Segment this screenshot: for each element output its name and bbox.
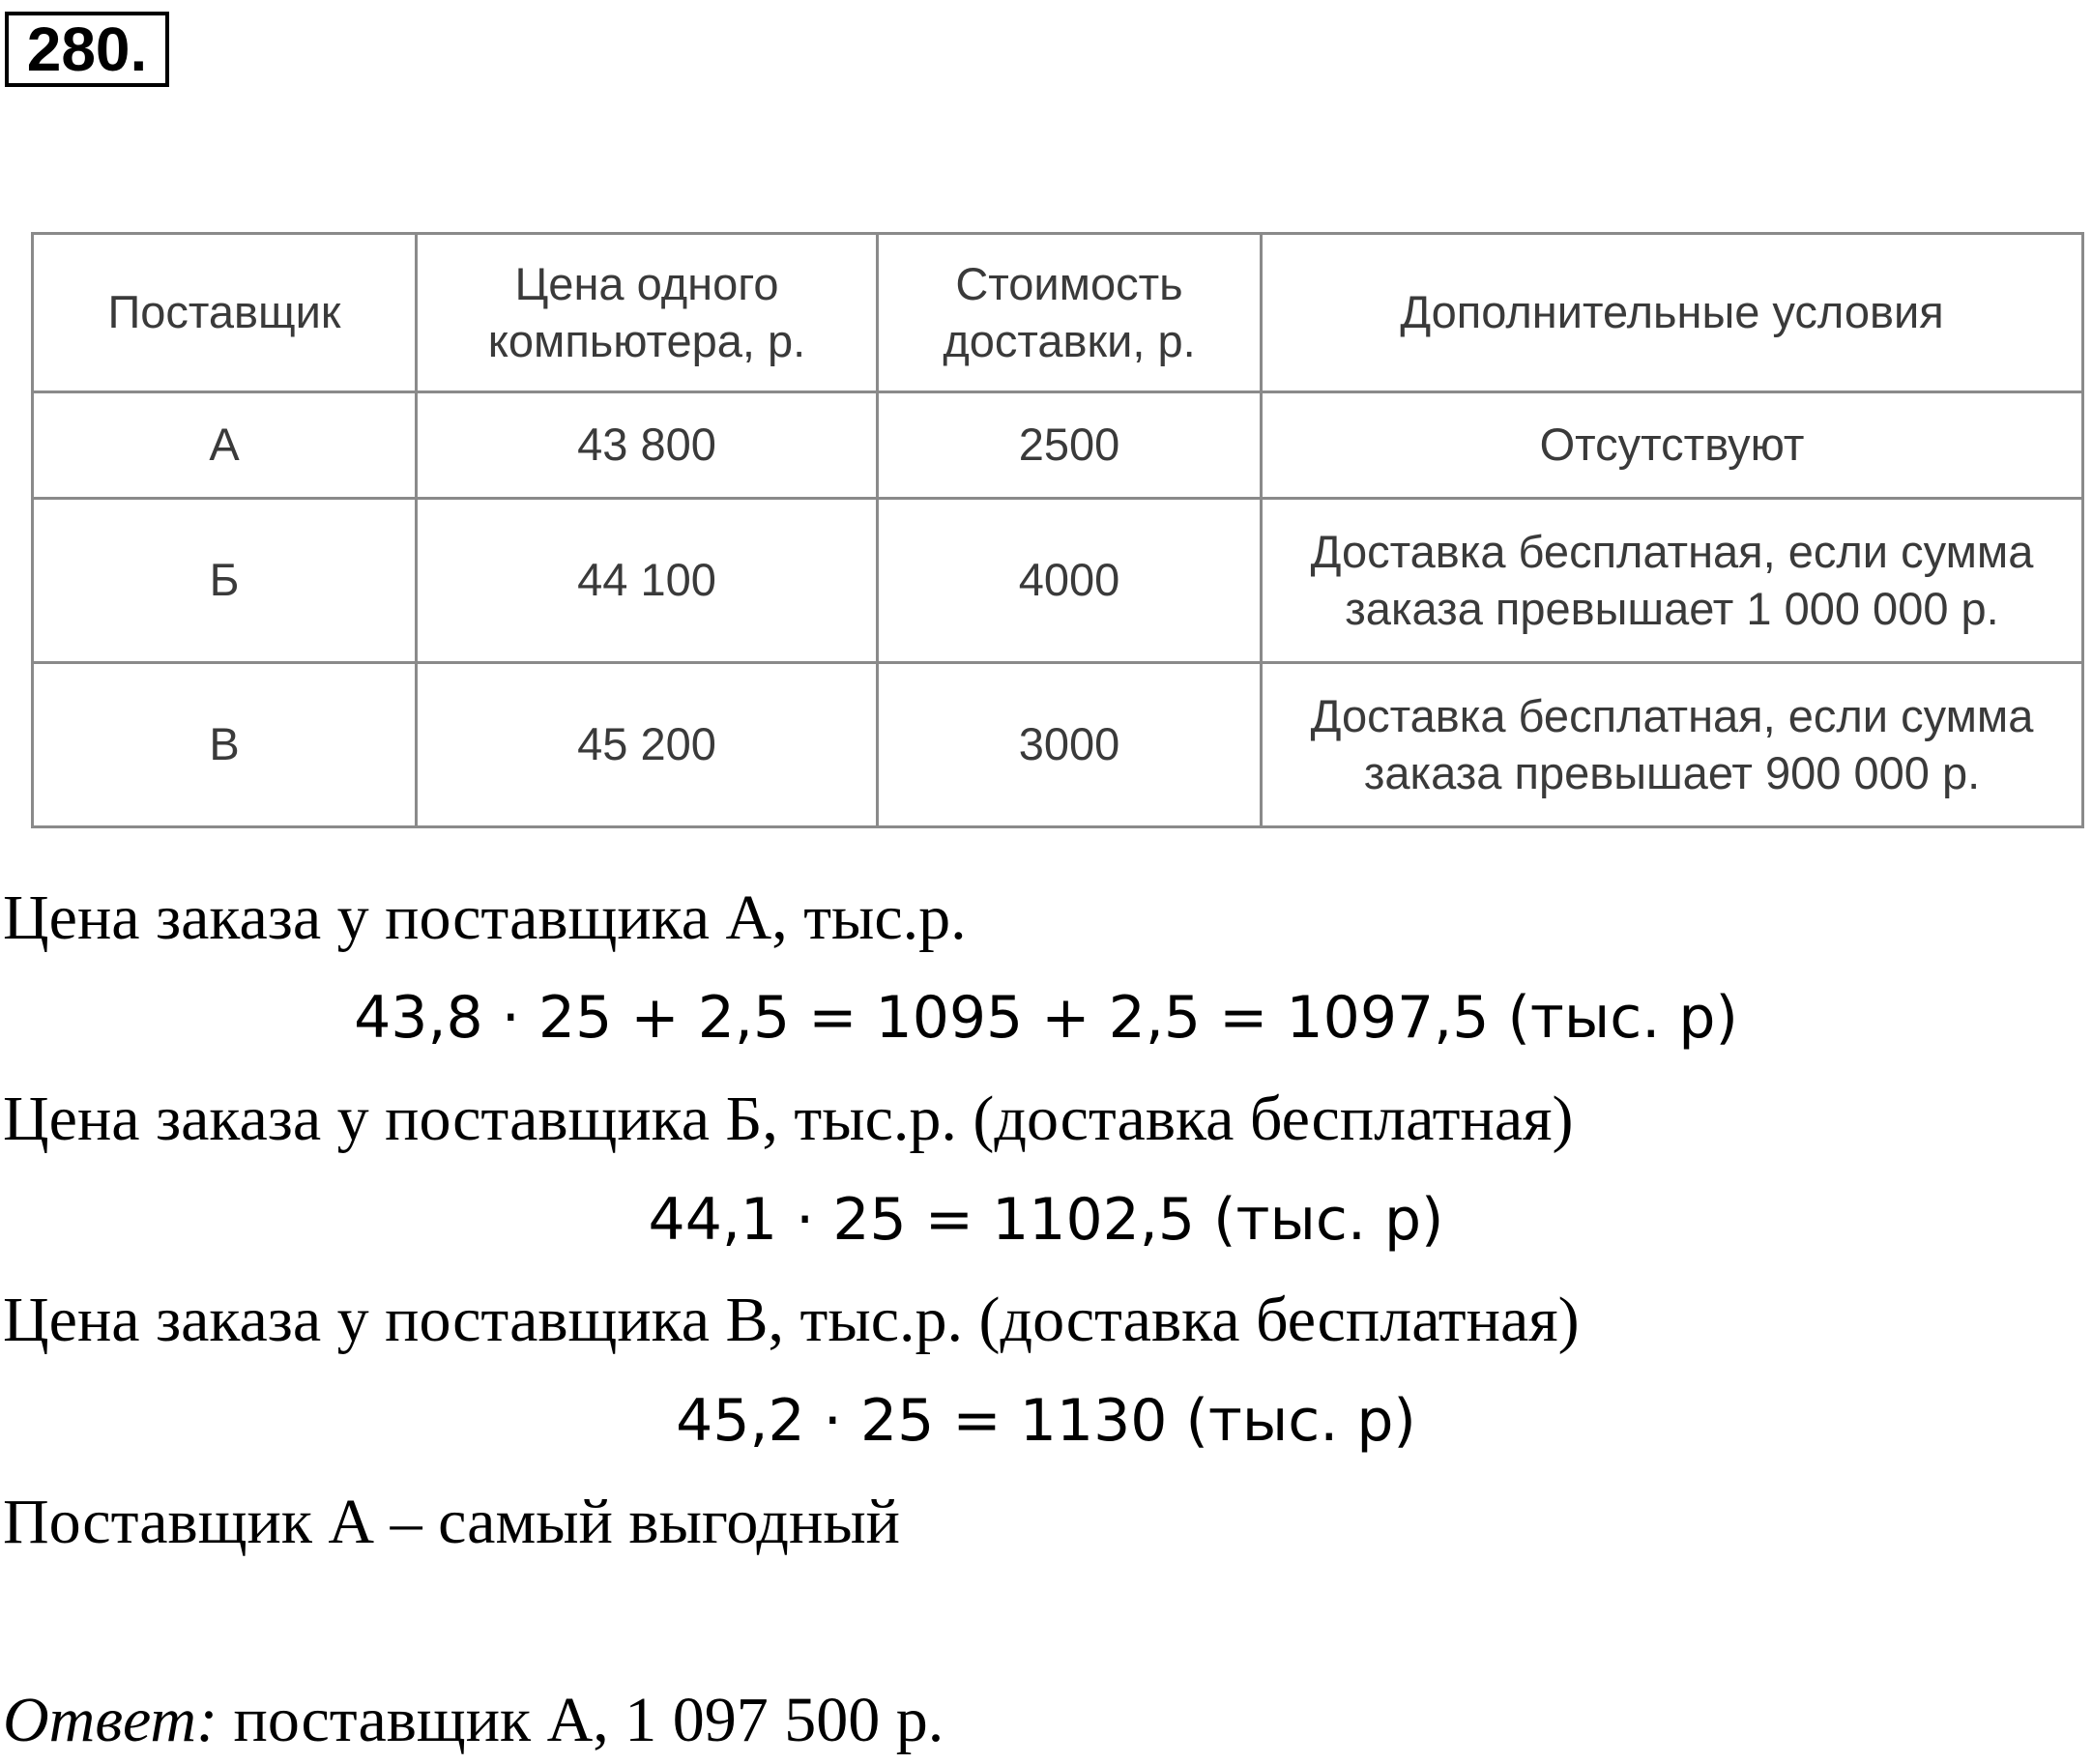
cell-supplier: Б <box>33 499 417 663</box>
answer-label: Ответ: <box>3 1685 218 1755</box>
solution-line-b: Цена заказа у поставщика Б, тыс.р. (доставка бесплатная) <box>3 1084 1574 1154</box>
solution-line-v: Цена заказа у поставщика В, тыс.р. (доставка бесплатная) <box>3 1285 1580 1355</box>
formula-b: 44,1 · 25 = 1102,5 (тыс. р) <box>648 1186 1444 1254</box>
cell-supplier: В <box>33 663 417 827</box>
cell-conditions: Доставка бесплатная, если сумма заказа превышает 900 000 р. <box>1262 663 2083 827</box>
table-header-row <box>33 234 2083 392</box>
header-extra-conditions: Дополнительные условия <box>1262 234 2083 392</box>
header-computer-price: Цена одного компьютера, р. <box>417 234 878 392</box>
cell-supplier: А <box>33 392 417 499</box>
cell-price: 43 800 <box>417 392 878 499</box>
cell-delivery: 4000 <box>878 499 1262 663</box>
header-delivery-cost: Стоимость доставки, р. <box>878 234 1262 392</box>
table-row <box>33 663 2083 827</box>
header-supplier: Поставщик <box>33 234 417 392</box>
conclusion-line: Поставщик А – самый выгодный <box>3 1487 900 1557</box>
answer-line <box>3 1682 944 1759</box>
cell-conditions: Доставка бесплатная, если сумма заказа превышает 1 000 000 р. <box>1262 499 2083 663</box>
answer-text: поставщик А, 1 097 500 р. <box>218 1685 944 1755</box>
formula-v: 45,2 · 25 = 1130 (тыс. р) <box>676 1387 1416 1455</box>
supplier-table <box>31 232 2084 828</box>
cell-delivery: 3000 <box>878 663 1262 827</box>
problem-number: 280. <box>5 12 169 87</box>
cell-delivery: 2500 <box>878 392 1262 499</box>
cell-conditions: Отсутствуют <box>1262 392 2083 499</box>
table-row <box>33 499 2083 663</box>
table-row <box>33 392 2083 499</box>
solution-line-a: Цена заказа у поставщика А, тыс.р. <box>3 882 967 953</box>
cell-price: 45 200 <box>417 663 878 827</box>
cell-price: 44 100 <box>417 499 878 663</box>
formula-a: 43,8 · 25 + 2,5 = 1095 + 2,5 = 1097,5 (тыс. р) <box>354 984 1738 1052</box>
